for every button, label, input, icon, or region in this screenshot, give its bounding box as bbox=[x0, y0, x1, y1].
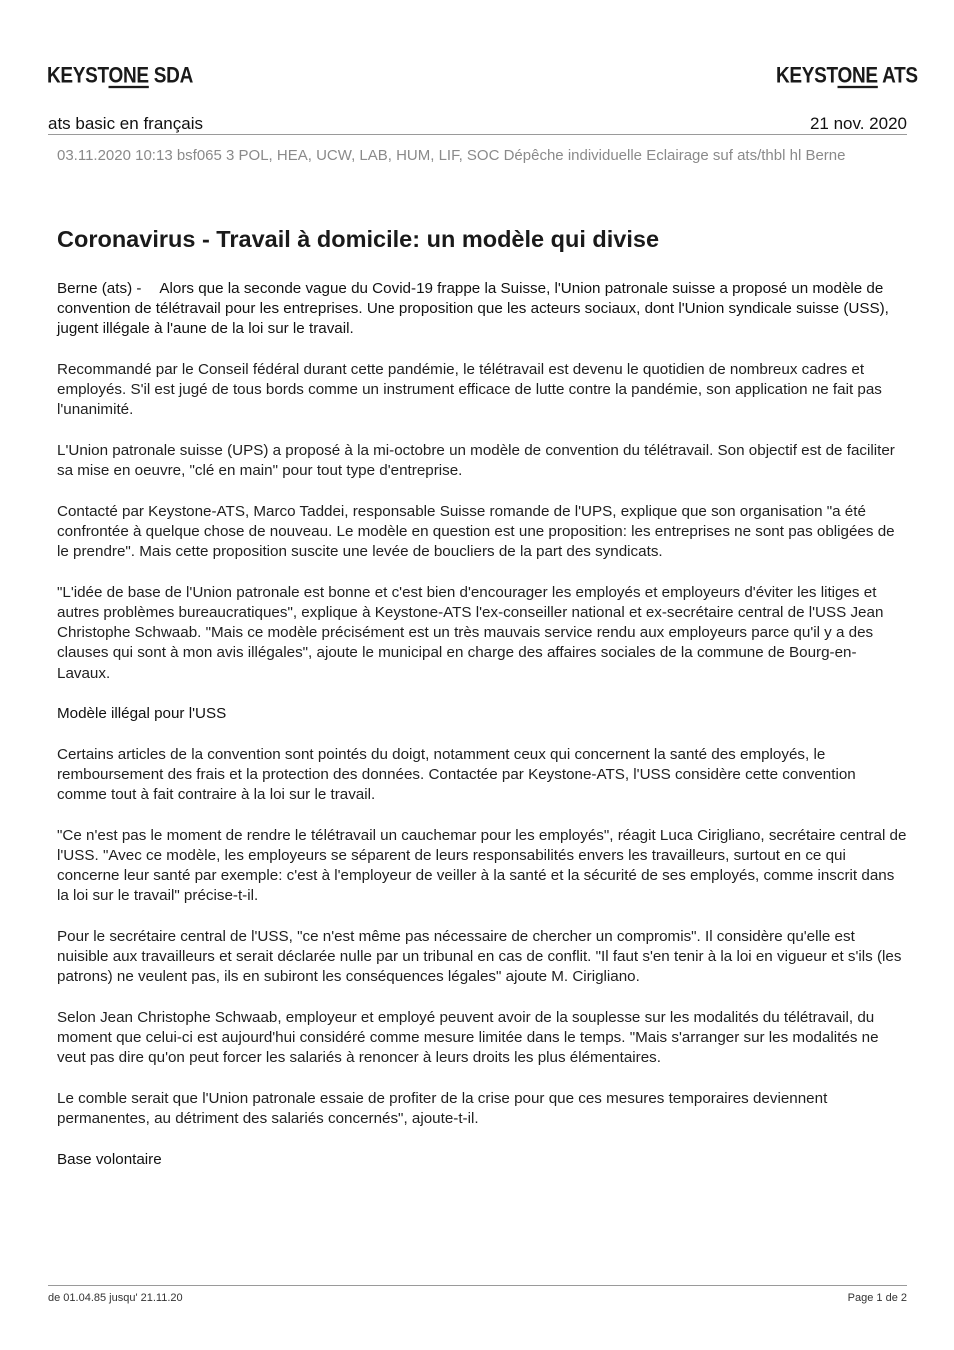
keystone-ats-logo: KEYSTONE ATS bbox=[776, 64, 918, 89]
article-body bbox=[57, 279, 907, 1190]
paragraph: Selon Jean Christophe Schwaab, employeur et employé peuvent avoir de la souplesse sur les modalités du télétravail, du moment que celui-ci est aujourd'hui considéré comme mesure limitée dans le temps. "Mais s'arranger sur les modalités ne veut pas dire qu'on peut forcer les salariés à renoncer à leurs droits les plus élémentaires. bbox=[57, 1009, 879, 1067]
paragraph: Pour le secrétaire central de l'USS, "ce n'est même pas nécessaire de chercher un compromis". Il considère qu'elle est nuisible aux travailleurs et serait déclarée nulle par un tribunal en cas de conflit. "Il faut s'en tenir à la loi en vigueur et s'ils (les patrons) ne veulent pas, ils en subiront les conséquences légales" ajoute M. Cirigliano. bbox=[57, 928, 902, 986]
paragraph: "Ce n'est pas le moment de rendre le télétravail un cauchemar pour les employés", réagit Luca Cirigliano, secrétaire central de l'USS. "Avec ce modèle, les employeurs se séparent de leurs responsabilités envers les travailleurs, surtout en ce qui concerne leur santé par exemple: c'est à l'employeur de veiller à la santé et la sécurité de ses employés, comme inscrit dans la loi sur le travail" précise-t-il. bbox=[57, 826, 907, 905]
paragraph: Certains articles de la convention sont pointés du doigt, notamment ceux qui concernent la santé des employés, le remboursement des frais et la protection des données. Contactée par Keystone-ATS, l'USS considère cette convention comme tout à fait contraire à la loi sur le travail. bbox=[57, 745, 856, 804]
article-title: Coronavirus - Travail à domicile: un modèle qui divise bbox=[57, 226, 660, 252]
paragraph: L'Union patronale suisse (UPS) a proposé à la mi-octobre un modèle de convention du télétravail. Son objectif est de faciliter sa mise en oeuvre, "clé en main" pour tout type d'entreprise. bbox=[57, 442, 895, 480]
subheading: Base volontaire bbox=[57, 1150, 162, 1168]
document-date: 21 nov. 2020 bbox=[809, 114, 907, 133]
dispatch-metadata: 03.11.2020 10:13 bsf065 3 POL, HEA, UCW, LAB, HUM, LIF, SOC Dépêche individuelle Eclairage suf ats/thbl hl Berne bbox=[57, 147, 846, 164]
page-footer bbox=[48, 1285, 907, 1306]
paragraph: Contacté par Keystone-ATS, Marco Taddei, responsable Suisse romande de l'UPS, explique que son organisation "a été confrontée à quelque chose de nouveau. Le modèle en question est une proposition: les entreprises ne sont pas obligées de le prendre". Mais cette proposition suscite une levée de boucliers de la part des syndicats. bbox=[57, 502, 895, 561]
lead-paragraph: Berne (ats) - Alors que la seconde vague du Covid-19 frappe la Suisse, l'Union patronale suisse a proposé un modèle de convention de télétravail pour les entreprises. Une proposition que les acteurs sociaux, dont l'Union syndicale suisse (USS), jugent illégale à l'aune de la loi sur le travail. bbox=[57, 280, 889, 338]
service-name: ats basic en français bbox=[48, 114, 203, 133]
subheading: Modèle illégal pour l'USS bbox=[57, 705, 227, 723]
date-range: de 01.04.85 jusqu' 21.11.20 bbox=[48, 1292, 183, 1304]
dateline: Berne (ats) - bbox=[57, 280, 142, 297]
paragraph: Le comble serait que l'Union patronale essaie de profiter de la crise pour que ces mesures temporaires deviennent permanentes, au détriment des salariés concernés", ajoute-t-il. bbox=[57, 1090, 828, 1128]
header-row bbox=[48, 114, 907, 135]
paragraph: Recommandé par le Conseil fédéral durant cette pandémie, le télétravail est devenu le quotidien de nombreux cadres et employés. S'il est jugé de tous bords comme un instrument efficace de lutte contre la pandémie, son application ne fait pas l'unanimité. bbox=[57, 361, 882, 419]
paragraph: "L'idée de base de l'Union patronale est bonne et c'est bien d'encourager les employés et employeurs d'éviter les litiges et autres problèmes bureaucratiques", explique à Keystone-ATS l'ex-conseiller national et ex-secrétaire central de l'USS Jean Christophe Schwaab. "Mais ce modèle précisément est un très mauvais service rendu aux employeurs parce qu'il y a des clauses qui sont à mon avis illégales", ajoute le municipal en charge des affaires sociales de la commune de Bourg-en-Lavaux. bbox=[57, 583, 884, 682]
page-number: Page 1 de 2 bbox=[847, 1292, 907, 1304]
keystone-sda-logo: KEYSTONE SDA bbox=[47, 64, 193, 89]
